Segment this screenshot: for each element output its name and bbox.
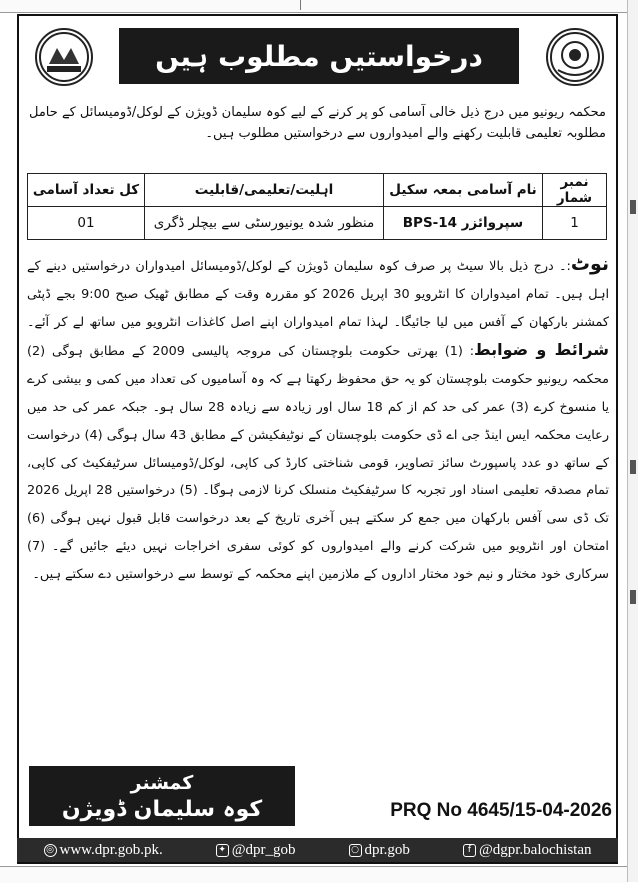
- col-header-serial: نمبر شمار: [543, 174, 607, 207]
- twitter-icon: ✦: [216, 844, 229, 857]
- instagram-text: dpr.gob: [364, 841, 410, 858]
- col-header-post: نام آسامی بمعہ سکیل: [384, 174, 543, 207]
- post-scale: BPS-14: [402, 215, 458, 231]
- adjacent-ad-edge-bottom: [0, 866, 627, 883]
- terms-and-conditions: [27, 251, 609, 589]
- cell-count: 01: [28, 207, 145, 240]
- terms-label: شرائط و ضوابط: [474, 340, 609, 360]
- government-seal-right: [546, 28, 604, 86]
- note-text: :۔ درج ذیل بالا سیٹ پر صرف کوہ سلیمان ڈویژن کے لوکل/ڈومیسائل امیدواران درخواستیں دینے کے اہل ہیں۔ تمام امیدواران کا انٹرویو 30 اپریل 2026 کو مقررہ وقت کے مطابق ٹھیک صبح 9:00 بجے ڈپٹی کمشنر بارکھان کے آفس میں لیا جائیگا۔ لہذا تمام امیدواران اپنے اصل کاغذات انٹرویو میں ساتھ لے کر آئے۔: [27, 259, 609, 330]
- col-header-qualification: اہلیت/تعلیمی/قابلیت: [145, 174, 384, 207]
- post-name: سپروائزر: [461, 215, 524, 231]
- issuer-division: کوہ سلیمان ڈویژن: [61, 797, 263, 822]
- prq-number: PRQ No 4645/15-04-2026: [390, 800, 612, 821]
- instagram-link[interactable]: [349, 842, 410, 859]
- cell-qualification: منظور شدہ یونیورسٹی سے بیچلر ڈگری: [145, 207, 384, 240]
- cell-post: [384, 207, 543, 240]
- twitter-text: @dpr_gob: [231, 841, 296, 858]
- note-label: نوٹ: [570, 253, 609, 275]
- ad-header: [25, 22, 614, 94]
- instagram-icon: ○: [349, 844, 362, 857]
- globe-icon: ◎: [44, 844, 57, 857]
- intro-paragraph: محکمہ ریونیو میں درج ذیل خالی آسامی کو پر کرنے کے لیے کوہ سلیمان ڈویژن کے لوکل/ڈومیسائل کے حامل مطلوبہ تعلیمی قابلیت رکھنے والے امیدواروں سے درخواستیں مطلوب ہیں۔: [29, 105, 606, 141]
- website-link[interactable]: [44, 842, 163, 859]
- commissioner-emblem-left: [35, 28, 93, 86]
- ad-footer: [25, 766, 614, 832]
- col-header-count: کل تعداد آسامی: [28, 174, 145, 207]
- job-advertisement: [17, 14, 618, 864]
- terms-text: : (1) بھرتی حکومت بلوچستان کی مروجہ پالیسی 2009 کے مطابق ہوگی (2) محکمہ ریونیو حکومت بلوچستان کو یہ حق محفوظ رکھتا ہے کہ وہ آسامیوں کی تعداد میں کمی و بیشی کرے یا منسوخ کرے (3) عمر کی حد کم از کم 18 سال اور زیادہ سے زیادہ 28 سال ہو۔ جبکہ عمر کی حد میں رعایت محکمہ ایس اینڈ جی اے ڈی حکومت بلوچستان کے نوٹیفکیشن کے مطابق 43 سال ہوگی (4) درخواست کے ساتھ دو عدد پاسپورٹ سائز تصاویر، قومی شناختی کارڈ کی کاپی، لوکل/ڈومیسائل سرٹیفکیٹ کی کاپی، تمام مصدقہ تعلیمی اسناد اور تجربہ کا سرٹیفکیٹ منسلک کرنا لازمی ہوگا۔ (5) درخواستیں 28 اپریل 2026 تک ڈی سی آفس بارکھان میں جمع کر سکتے ہیں آخری تاریخ کے بعد درخواست قابل قبول نہیں ہوگی (6) امتحان اور انٹرویو میں شرکت کرنے والے امیدواروں کو کوئی سفری اخراجات نہیں دیئے جائیں گے۔ (7) سرکاری خود مختار و نیم خود مختار اداروں کے ملازمین اپنے محکمہ کے توسط سے درخواستیں دے سکتے ہیں۔: [27, 344, 610, 582]
- social-bar: [17, 838, 618, 862]
- cell-serial: 1: [543, 207, 607, 240]
- facebook-text: @dgpr.balochistan: [478, 841, 592, 858]
- adjacent-ad-edge-top: [0, 0, 627, 13]
- twitter-link[interactable]: [216, 842, 296, 859]
- issuer-designation: کمشنر: [130, 772, 194, 794]
- vacancy-table: [27, 173, 607, 240]
- page-title: درخواستیں مطلوب ہیں: [119, 28, 519, 84]
- adjacent-ad-edge-right: [627, 0, 638, 882]
- table-header-row: [28, 174, 607, 207]
- website-text: www.dpr.gob.pk.: [59, 841, 163, 858]
- issuer-block: [29, 766, 295, 826]
- table-row: [28, 207, 607, 240]
- facebook-link[interactable]: [463, 842, 592, 859]
- facebook-icon: f: [463, 844, 476, 857]
